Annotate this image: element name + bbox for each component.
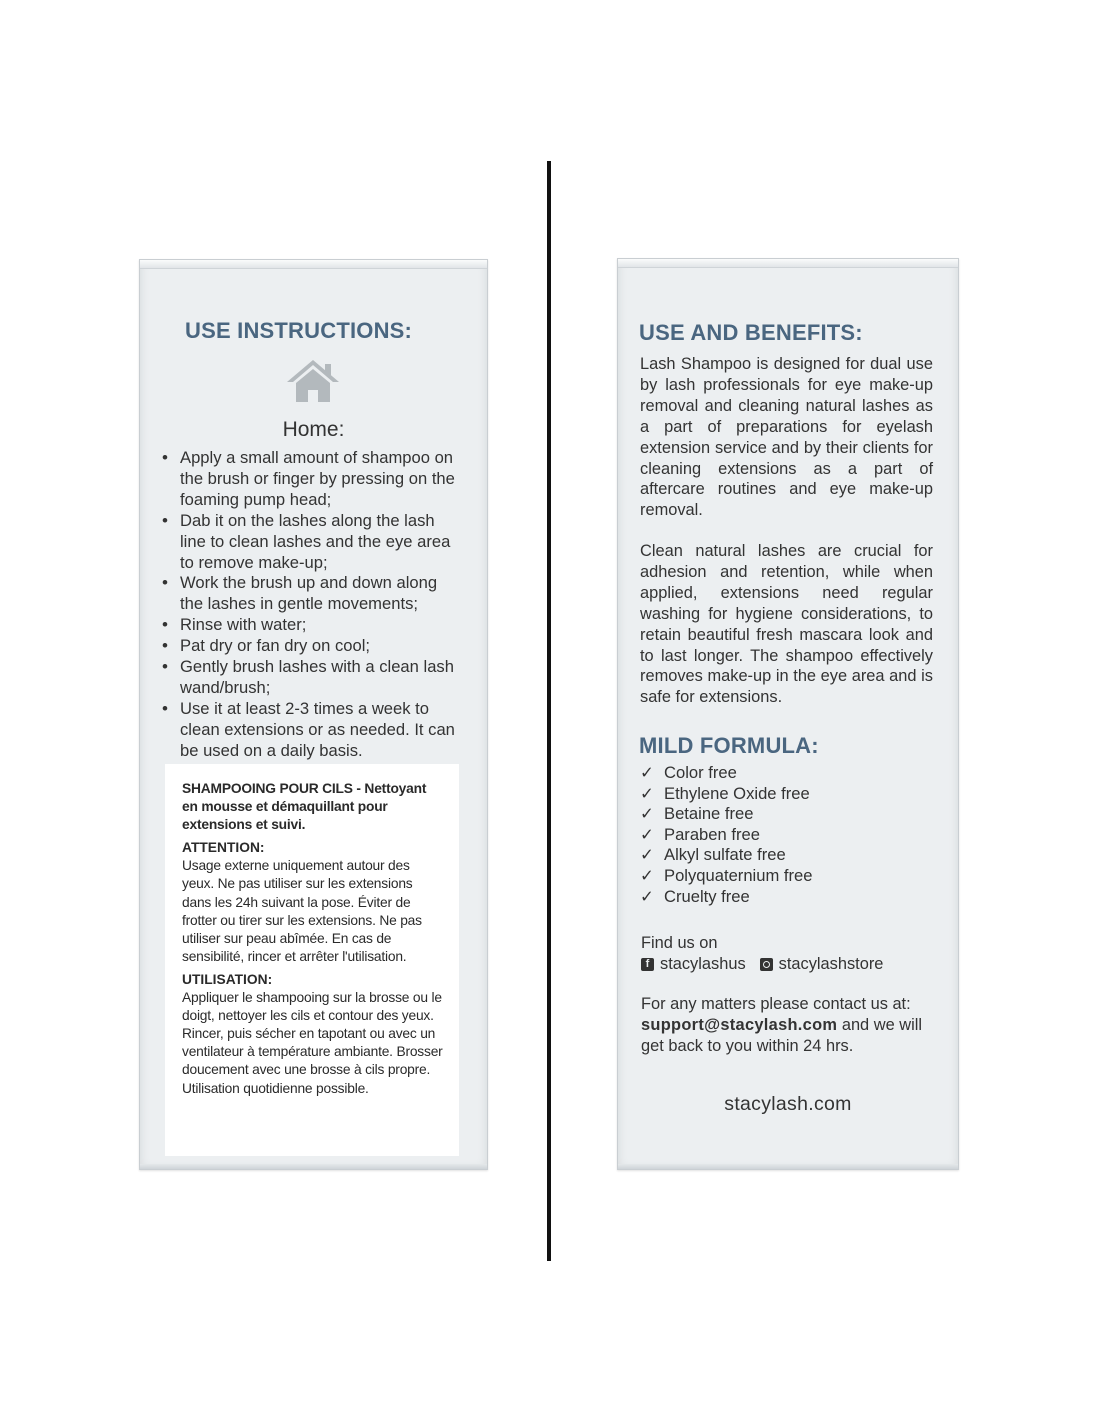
formula-list — [640, 763, 813, 907]
instruction-item: • Pat dry or fan dry on cool; — [162, 636, 462, 657]
attention-text: Usage externe uniquement autour des yeux. Ne pas utiliser sur les extensions dans les 24h suivant la pose. Éviter de frotter ou tirer sur les extensions. Ne pas utiliser sur peau abîmée. En cas de sensibilité, rincer et arrêter l'utilisation. — [182, 858, 422, 964]
french-label — [165, 764, 459, 1156]
instruction-item: • Work the brush up and down along the lashes in gentle movements; — [162, 573, 462, 615]
contact-prefix: For any matters please contact us at: — [641, 995, 911, 1013]
instruction-item: • Dab it on the lashes along the lash line to clean lashes and the eye area to remove make-up; — [162, 511, 462, 574]
instruction-item: • Rinse with water; — [162, 615, 462, 636]
french-title: SHAMPOOING POUR CILS - Nettoyant en mousse et démaquillant pour extensions et suivi. — [182, 781, 427, 833]
home-icon — [285, 356, 341, 404]
formula-item: ✓ Ethylene Oxide free — [640, 783, 810, 803]
instruction-item: • Apply a small amount of shampoo on the brush or finger by pressing on the foaming pump head; — [162, 448, 462, 511]
facebook-handle[interactable]: stacylashus — [660, 955, 746, 973]
check-icon: ✓ — [640, 865, 654, 885]
contact-email[interactable]: support@stacylash.com — [641, 1015, 838, 1034]
use-instructions-heading: USE INSTRUCTIONS: — [185, 318, 413, 343]
use-benefits-heading: USE AND BENEFITS: — [639, 320, 863, 345]
right-box-side — [617, 258, 959, 1170]
benefits-paragraph-1: Lash Shampoo is designed for dual use by lash professionals for eye make-up removal and cleaning natural lashes as a part of preparations for eyelash extension service and by their clients for cleaning extensions as a part of aftercare routines and eye make-up removal. — [640, 355, 933, 520]
find-us-block — [641, 933, 883, 975]
check-icon: ✓ — [640, 886, 654, 906]
attention-heading: ATTENTION: — [182, 840, 265, 856]
benefits-paragraph-2: Clean natural lashes are crucial for adhesion and retention, while when applied, extensions need regular washing for hygiene considerations, to retain beautiful fresh mascara look and to last longer. The shampoo effectively removes make-up in the eye area and is safe for extensions. — [640, 542, 933, 707]
facebook-icon: f — [641, 958, 654, 971]
social-row — [641, 954, 883, 975]
formula-item: ✓ Polyquaternium free — [640, 865, 813, 885]
contact-block — [641, 994, 941, 1056]
utilisation-heading: UTILISATION: — [182, 971, 273, 987]
contact-suffix: and we will get back to you within 24 hrs. — [641, 1015, 922, 1055]
instagram-handle[interactable]: stacylashstore — [778, 955, 884, 973]
utilisation-text: Appliquer le shampooing sur la brosse ou le doigt, nettoyer les cils et contour des yeux. Rincer, puis sécher en tapotant ou avec un ventilateur à température ambiante. Brosser doucement avec une brosse à cils propre. Utilisation quotidienne possible. — [182, 990, 443, 1096]
check-icon: ✓ — [640, 824, 654, 844]
instruction-item: • Use it at least 2-3 times a week to clean extensions or as needed. It can be used on a daily basis. — [162, 699, 462, 762]
instagram-icon — [760, 958, 773, 971]
instruction-item: • Gently brush lashes with a clean lash wand/brush; — [162, 657, 462, 699]
formula-item: ✓ Cruelty free — [640, 886, 750, 906]
mild-formula-heading: MILD FORMULA: — [639, 733, 819, 758]
check-icon: ✓ — [640, 783, 654, 803]
center-divider — [547, 161, 551, 1261]
formula-item: ✓ Alkyl sulfate free — [640, 845, 786, 865]
check-icon: ✓ — [640, 804, 654, 824]
instruction-list — [162, 448, 462, 762]
formula-item: ✓ Betaine free — [640, 804, 754, 824]
website-link[interactable]: stacylash.com — [724, 1093, 852, 1115]
check-icon: ✓ — [640, 763, 654, 782]
left-box-side — [139, 259, 488, 1170]
home-title: Home: — [282, 418, 345, 441]
check-icon: ✓ — [640, 845, 654, 865]
formula-item: ✓ Paraben free — [640, 824, 760, 844]
find-us-label: Find us on — [641, 934, 718, 952]
formula-item: ✓ Color free — [640, 763, 737, 782]
